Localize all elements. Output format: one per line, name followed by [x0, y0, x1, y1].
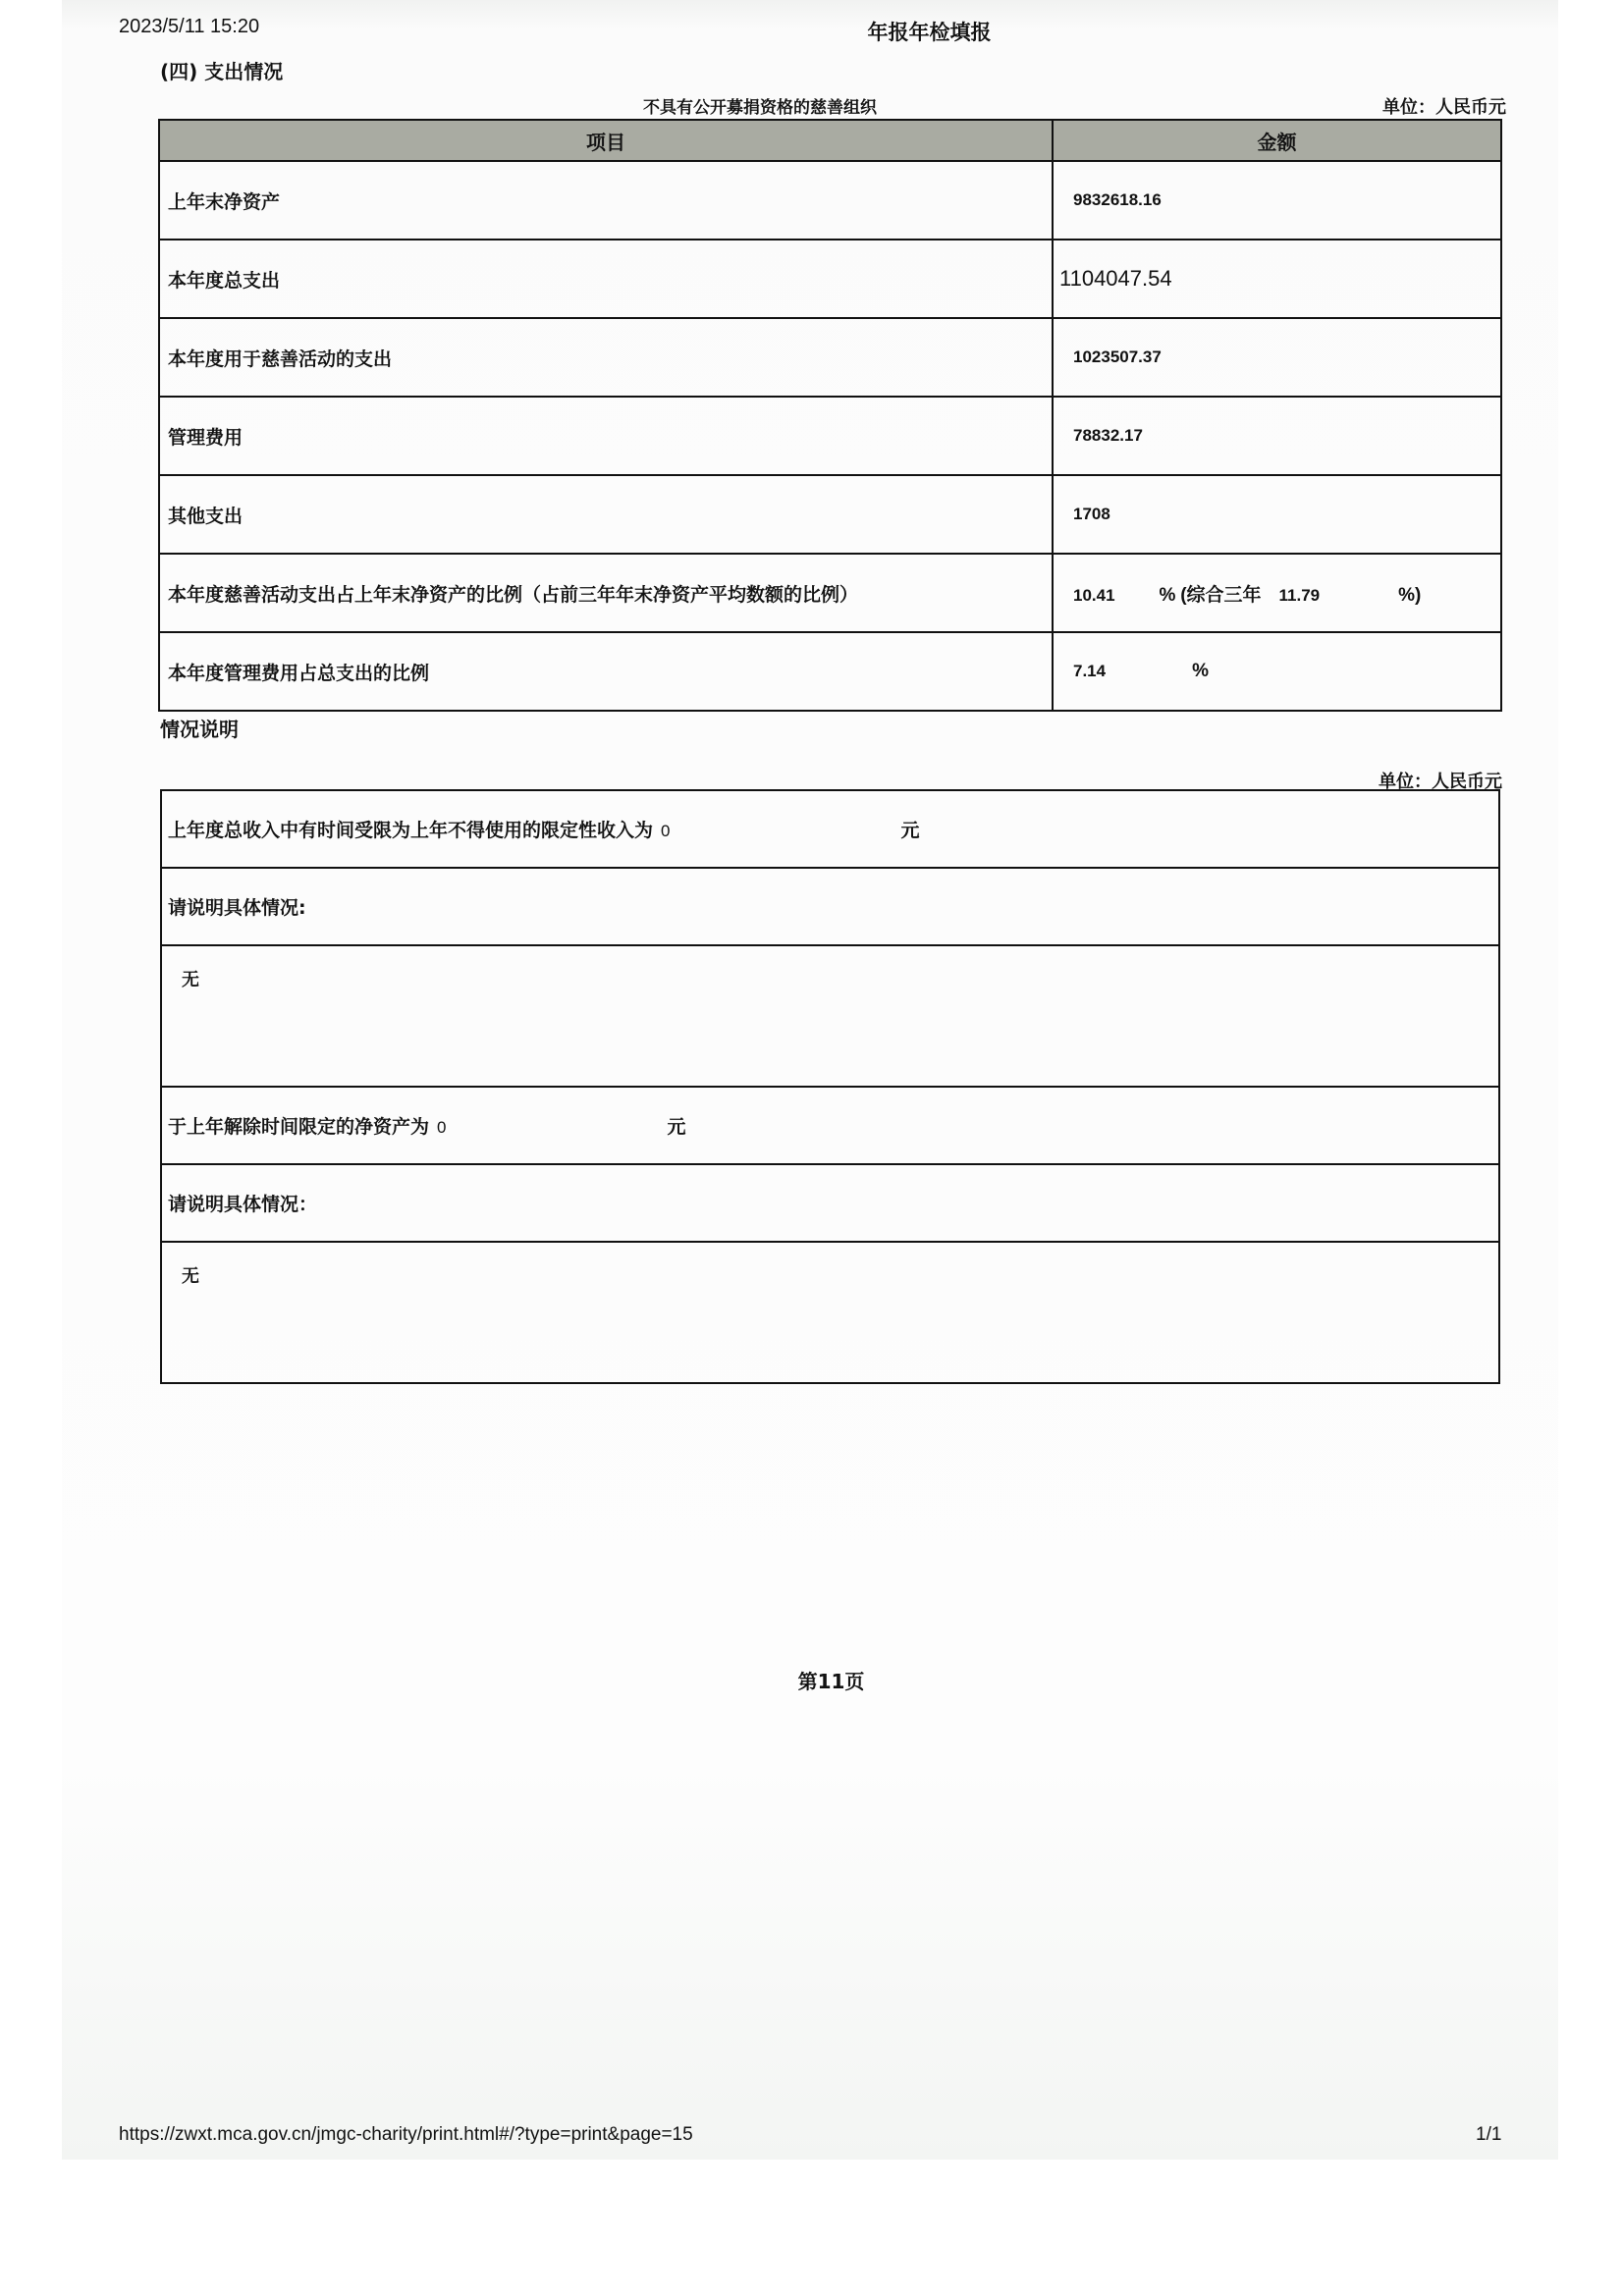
three-year-ratio-value: 11.79 — [1278, 585, 1321, 605]
expense-table — [158, 119, 1502, 712]
notes-currency-unit: 单位：人民币元 — [1379, 772, 1502, 792]
table-row-charity-ratio — [159, 554, 1501, 632]
released-assets-cell — [161, 1087, 1499, 1164]
row-amount: 78832.17 — [1053, 397, 1501, 475]
currency-yuan: 元 — [900, 820, 920, 841]
row-label: 本年度用于慈善活动的支出 — [159, 318, 1053, 397]
explain-text-row — [161, 945, 1499, 1087]
table-row — [159, 240, 1501, 318]
row-label: 管理费用 — [159, 397, 1053, 475]
row-label: 本年度管理费用占总支出的比例 — [159, 632, 1053, 711]
row-label: 本年度慈善活动支出占上年末净资产的比例（占前三年年末净资产平均数额的比例） — [159, 554, 1053, 632]
row-amount: 1023507.37 — [1053, 318, 1501, 397]
row-label: 上年末净资产 — [159, 161, 1053, 240]
released-assets-value: 0 — [437, 1118, 447, 1137]
released-assets-label: 于上年解除时间限定的净资产为 — [168, 1116, 430, 1138]
percent-sign: % — [1192, 661, 1209, 681]
section-title: (四) 支出情况 — [160, 60, 284, 83]
admin-ratio-value: 7.14 — [1073, 662, 1107, 680]
row-amount: 9832618.16 — [1053, 161, 1501, 240]
page-number-text: 第11页 — [797, 1670, 865, 1693]
charity-ratio-value: 10.41 — [1073, 585, 1115, 605]
explain-text-row — [161, 1242, 1499, 1383]
explain-text: 无 — [161, 945, 1499, 1087]
restricted-income-value: 0 — [661, 822, 671, 840]
row-amount: 1104047.54 — [1053, 240, 1501, 318]
header-title-text: 年报年检填报 — [867, 21, 992, 44]
explain-text: 无 — [161, 1242, 1499, 1383]
table-caption: 不具有公开募捐资格的慈善组织 — [643, 98, 877, 118]
explain-label: 请说明具体情况: — [161, 868, 1499, 945]
notes-title: 情况说明 — [160, 718, 239, 741]
page-number — [0, 1666, 1623, 1694]
charity-ratio-cell — [1053, 554, 1501, 632]
explain-label-row — [161, 868, 1499, 945]
restricted-income-label: 上年度总收入中有时间受限为上年不得使用的限定性收入为 — [168, 820, 654, 841]
three-year-prefix: (综合三年 — [1180, 584, 1262, 606]
explain-label: 请说明具体情况： — [161, 1164, 1499, 1242]
row-amount: 1708 — [1053, 475, 1501, 554]
table-row — [159, 161, 1501, 240]
currency-unit: 单位：人民币元 — [1382, 97, 1506, 118]
currency-yuan: 元 — [667, 1116, 686, 1138]
footer-page-count: 1/1 — [1476, 2124, 1502, 2145]
table-row — [159, 397, 1501, 475]
restricted-income-row — [161, 790, 1499, 868]
footer-url: https://zwxt.mca.gov.cn/jmgc-charity/print.html#/?type=print&page=15 — [119, 2124, 693, 2145]
row-label: 其他支出 — [159, 475, 1053, 554]
restricted-income-cell — [161, 790, 1499, 868]
row-label: 本年度总支出 — [159, 240, 1053, 318]
column-header-amount: 金额 — [1053, 120, 1501, 161]
table-header-row — [159, 120, 1501, 161]
table-row — [159, 475, 1501, 554]
table-row-admin-ratio — [159, 632, 1501, 711]
table-row — [159, 318, 1501, 397]
document-header-title — [0, 17, 1623, 46]
admin-ratio-cell — [1053, 632, 1501, 711]
percent-sign: % — [1159, 584, 1176, 606]
column-header-item: 项目 — [159, 120, 1053, 161]
released-assets-row — [161, 1087, 1499, 1164]
explain-label-row — [161, 1164, 1499, 1242]
three-year-suffix: %) — [1398, 584, 1422, 606]
notes-table — [160, 789, 1500, 1384]
print-datetime: 2023/5/11 15:20 — [119, 16, 260, 37]
